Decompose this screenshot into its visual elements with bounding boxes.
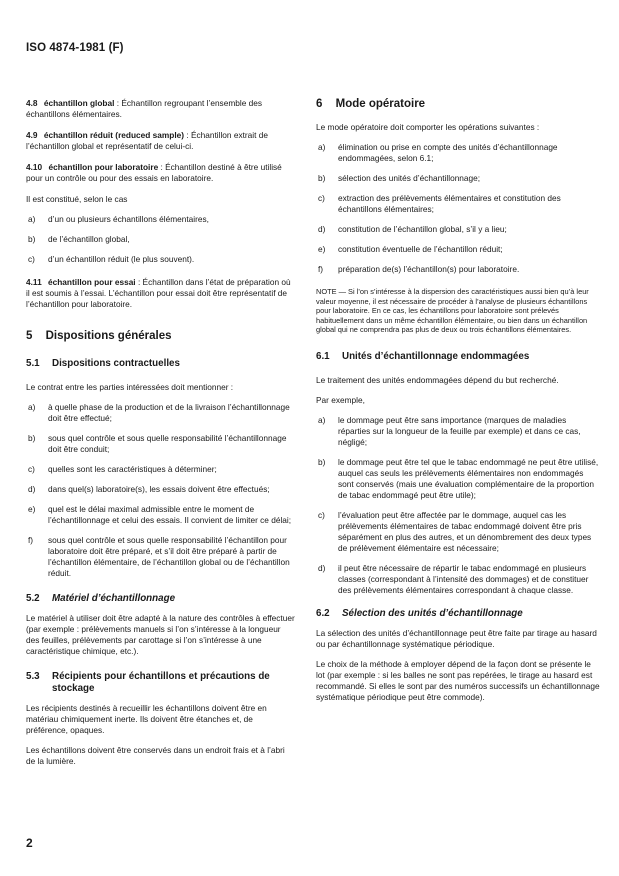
list-item xyxy=(316,563,600,596)
list-label: d) xyxy=(318,562,326,573)
list-label: b) xyxy=(28,433,36,443)
section-number: 5.3 xyxy=(26,671,40,682)
list-text: à quelle phase de la production et de la livraison l’échantillonnage doit être effectué; xyxy=(48,402,290,423)
section-number: 6.1 xyxy=(316,350,330,362)
list-item xyxy=(316,224,600,235)
section-heading-6 xyxy=(316,98,600,110)
clause-number: 4.8 xyxy=(26,98,38,108)
defined-term: échantillon réduit (reduced sample) xyxy=(43,130,185,140)
defined-term: échantillon pour essai xyxy=(48,277,136,287)
section-heading-6-1 xyxy=(316,351,600,363)
list-text: sous quel contrôle et sous quelle responsabilité l’échantillon pour laboratoire doit être préparé, et s’il doit être préparé à partir de l’échantillon élémentaire, de l’échantillon global ou de l’échantillon réduit. xyxy=(48,535,290,578)
list-item xyxy=(316,173,600,184)
section-title: Matériel d’échantillonnage xyxy=(52,593,176,604)
paragraph: Le contrat entre les parties intéressées doit mentionner : xyxy=(26,382,234,392)
list-item xyxy=(316,193,600,215)
section-number: 5.1 xyxy=(26,358,40,369)
list-text: de l’échantillon global, xyxy=(48,234,130,244)
right-column xyxy=(316,98,600,712)
list-item xyxy=(316,415,600,448)
list-item xyxy=(316,142,600,164)
definition-4-11 xyxy=(26,277,296,310)
list-text: le dommage peut être sans importance (marques de maladies réparties sur la longueur de la feuille par exemple) et dans ce cas, négligé; xyxy=(338,414,581,447)
section-heading-5-1 xyxy=(26,358,296,370)
list-label: f) xyxy=(318,264,324,274)
section-number: 6 xyxy=(316,98,323,110)
list-text: sous quel contrôle et sous quelle responsabilité l’échantillonnage doit être conduit; xyxy=(48,433,287,454)
section-heading-5 xyxy=(26,330,296,342)
list-text: constitution de l’échantillon global, s’il y a lieu; xyxy=(338,224,507,234)
list-text: quelles sont les caractéristiques à déterminer; xyxy=(48,464,217,474)
list-label: f) xyxy=(28,535,34,545)
clause-number: 4.11 xyxy=(26,277,42,287)
list-text: constitution éventuelle de l’échantillon réduit; xyxy=(338,244,503,254)
section-heading-5-3 xyxy=(26,671,296,695)
left-column xyxy=(26,98,296,776)
list-label: b) xyxy=(28,234,36,244)
list-text: d’un échantillon réduit (le plus souvent). xyxy=(48,254,195,264)
definition-text: : Échantillon regroupant l’ensemble des échantillons élémentaires. xyxy=(26,98,262,119)
section-title: Sélection des unités d’échantillonnage xyxy=(342,607,523,619)
list-label: e) xyxy=(28,504,36,514)
paragraph: La sélection des unités d’échantillonnage peut être faite par tirage au hasard ou par échantillonnage systématique périodique. xyxy=(316,627,597,649)
paragraph: Le traitement des unités endommagées dépend du but recherché. xyxy=(316,374,559,385)
list-label: c) xyxy=(28,464,35,474)
note: NOTE — Si l’on s’intéresse à la dispersion des caractéristiques aussi bien qu’à leur valeur moyenne, il est nécessaire de procéder à l’analyse de plusieurs échantillons pour laboratoire. En ce cas, les échantillons pour laboratoire sont prélevés habituellement dans un même échantillon élémentaire, ou bien dans un échantillon global qui ne comprendra pas plus de deux ou trois échantillons élémentaires. xyxy=(316,287,589,335)
list-label: a) xyxy=(318,142,326,152)
list-label: d) xyxy=(318,224,326,234)
list-text: il peut être nécessaire de répartir le tabac endommagé en plusieurs classes (correspondant à l’intensité des dommages) et de constituer des prélèvements élémentaires correspondant à chaque classe. xyxy=(338,562,589,595)
list-label: b) xyxy=(318,456,326,467)
list-label: e) xyxy=(318,244,326,254)
section-number: 5.2 xyxy=(26,593,40,604)
list-text: extraction des prélèvements élémentaires et constitution des échantillons élémentaires; xyxy=(338,193,561,214)
list-label: b) xyxy=(318,173,326,183)
definition-4-8 xyxy=(26,98,296,120)
definition-4-9 xyxy=(26,130,296,152)
list-item xyxy=(316,510,600,554)
definition-text: : Échantillon extrait de l’échantillon global et représentatif de celui-ci. xyxy=(26,130,268,151)
definition-text: : Échantillon dans l’état de préparation où il est soumis à l’essai. L’échantillon pour essai doit être représentatif de l’échantillon pour laboratoire. xyxy=(26,277,291,309)
definition-4-10 xyxy=(26,162,296,184)
list-label: c) xyxy=(28,254,35,264)
list-text: préparation de(s) l’échantillon(s) pour laboratoire. xyxy=(338,264,520,274)
section-title: Dispositions générales xyxy=(45,330,172,342)
clause-number: 4.10 xyxy=(26,162,43,172)
section-heading-5-2 xyxy=(26,593,296,605)
list-item xyxy=(26,484,296,495)
list-label: c) xyxy=(318,509,325,520)
section-number: 6.2 xyxy=(316,607,330,619)
section-number: 5 xyxy=(26,330,33,342)
list-label: d) xyxy=(28,484,36,494)
list-item xyxy=(26,402,296,424)
section-heading-6-2 xyxy=(316,608,600,620)
list-item xyxy=(26,535,296,579)
list-label: a) xyxy=(28,402,36,412)
list-text: d’un ou plusieurs échantillons élémentaires, xyxy=(48,214,209,224)
paragraph: Le mode opératoire doit comporter les opérations suivantes : xyxy=(316,122,540,132)
list-item xyxy=(26,234,296,245)
section-title: Dispositions contractuelles xyxy=(52,358,180,369)
list-text: l’évaluation peut être affectée par le dommage, auquel cas les prélèvements élémentaires de tabac endommagé doivent être pris séparément en plus des autres, et un dénombrement des deux types de prélèvement élémentaire est nécessaire; xyxy=(338,509,592,553)
list-item xyxy=(26,504,296,526)
document-header: ISO 4874-1981 (F) xyxy=(26,42,124,54)
list-item xyxy=(26,254,296,265)
paragraph: Le matériel à utiliser doit être adapté à la nature des contrôles à effectuer (par exemple : prélèvements manuels si l’on s’intéresse à la longueur des feuilles, prélèvements par carottage si l’on s’intéresse à une caractéristique chimique, etc.). xyxy=(26,613,295,656)
list-label: c) xyxy=(318,193,325,203)
list-text: dans quel(s) laboratoire(s), les essais doivent être effectués; xyxy=(48,484,270,494)
section-title: Mode opératoire xyxy=(335,98,426,110)
list-item xyxy=(26,433,296,455)
section-title: Unités d’échantillonnage endommagées xyxy=(342,350,530,362)
paragraph: Il est constitué, selon le cas xyxy=(26,194,128,204)
section-title: Récipients pour échantillons et précautions de stockage xyxy=(52,671,270,694)
list-item xyxy=(316,244,600,255)
list-item xyxy=(26,464,296,475)
list-label: a) xyxy=(318,414,326,425)
list-text: quel est le délai maximal admissible entre le moment de l’échantillonnage et celui des essais. Il convient de limiter ce délai; xyxy=(48,504,292,525)
page-number: 2 xyxy=(26,836,33,850)
paragraph: Les échantillons doivent être conservés dans un endroit frais et à l’abri de la lumière. xyxy=(26,745,285,766)
definition-text: : Échantillon destiné à être utilisé pour un contrôle ou pour des essais en laboratoire. xyxy=(26,162,282,183)
list-text: le dommage peut être tel que le tabac endommagé ne peut être utilisé, auquel cas seuls les prélèvements élémentaires non endommagés sont conservés (mais une évaluation complémentaire de la proportion de tabac endommagé peut être utile); xyxy=(338,456,599,500)
list-item xyxy=(26,214,296,225)
paragraph: Le choix de la méthode à employer dépend de la façon dont se présente le lot (par exemple : si les balles ne sont pas repérées, le tirage au hasard est recommandé. Si elles le sont par des numéros successifs un échantillonnage systématique périodique peut être commode). xyxy=(316,658,600,702)
clause-number: 4.9 xyxy=(26,130,38,140)
defined-term: échantillon pour laboratoire xyxy=(48,162,159,172)
list-item xyxy=(316,457,600,501)
list-item xyxy=(316,264,600,275)
paragraph: Par exemple, xyxy=(316,394,365,405)
defined-term: échantillon global xyxy=(43,98,115,108)
list-label: a) xyxy=(28,214,36,224)
list-text: sélection des unités d’échantillonnage; xyxy=(338,173,481,183)
list-text: élimination ou prise en compte des unités d’échantillonnage endommagées, selon 6.1; xyxy=(338,142,558,163)
paragraph: Les récipients destinés à recueillir les échantillons doivent être en matériau chimiquement inerte. Ils doivent être étanches et, de préférence, opaques. xyxy=(26,703,267,735)
